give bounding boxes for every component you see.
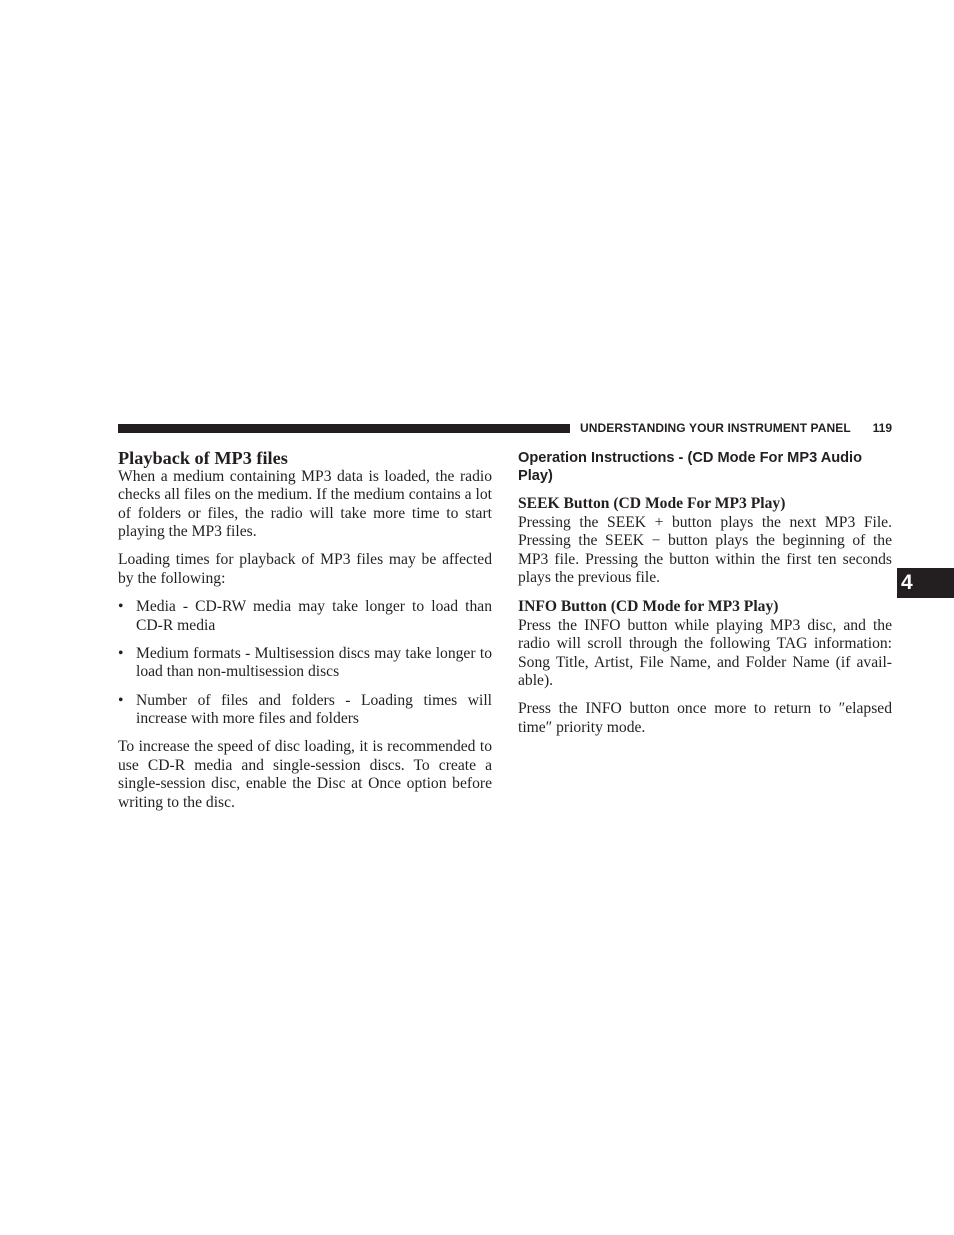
paragraph-disc-speed: To increase the speed of disc loading, it is recommended to use CD-R media and single-session discs. To create a single-session disc, enable the Disc at Once option before writing to the disc. [118, 738, 492, 811]
list-item-text: Medium formats - Multisession discs may take longer to load than non-multisession discs [136, 644, 492, 681]
paragraph-info-scroll: Press the INFO button while playing MP3 disc, and the radio will scroll through the following TAG information: Song Title, Artist, File Name, and Folder Name (if avail-able). [518, 616, 892, 690]
bullet-icon: • [118, 644, 124, 662]
page-number: 119 [872, 421, 892, 435]
chapter-tab [897, 568, 954, 598]
bullet-icon: • [118, 691, 124, 709]
paragraph-loading-times: Loading times for playback of MP3 files may be affected by the following: [118, 551, 492, 588]
list-item-text: Media - CD-RW media may take longer to load than CD-R media [136, 598, 492, 634]
paragraph-medium-loading: When a medium containing MP3 data is loaded, the radio checks all files on the medium. If the medium contains a lot of folders or files, the radio will take more time to start playing the MP3 files. [118, 467, 492, 541]
subheading-seek-button: SEEK Button (CD Mode For MP3 Play) [518, 495, 786, 512]
running-header-title: UNDERSTANDING YOUR INSTRUMENT PANEL [580, 421, 851, 435]
chapter-tab-label: 4 [901, 571, 913, 594]
subheading-info-button: INFO Button (CD Mode for MP3 Play) [518, 597, 779, 615]
section-heading-operation: Operation Instructions - (CD Mode For MP3 Audio Play) [518, 450, 863, 484]
paragraph-seek: Pressing the SEEK + button plays the next MP3 File. Pressing the SEEK − button plays the beginning of the MP3 file. Pressing the button within the first ten seconds plays the previous file. [518, 513, 892, 587]
list-item [118, 598, 492, 635]
list-item [118, 645, 492, 682]
right-column [518, 449, 892, 738]
section-heading-playback: Playback of MP3 files [118, 448, 288, 468]
bullet-icon: • [118, 598, 124, 616]
bullet-list [118, 598, 492, 729]
left-column [118, 449, 492, 813]
paragraph-info-return: Press the INFO button once more to return to ″elapsed time″ priority mode. [518, 700, 892, 737]
list-item-text: Number of files and folders - Loading times will increase with more files and folders [136, 691, 492, 728]
list-item [118, 692, 492, 729]
header-rule [118, 424, 570, 433]
